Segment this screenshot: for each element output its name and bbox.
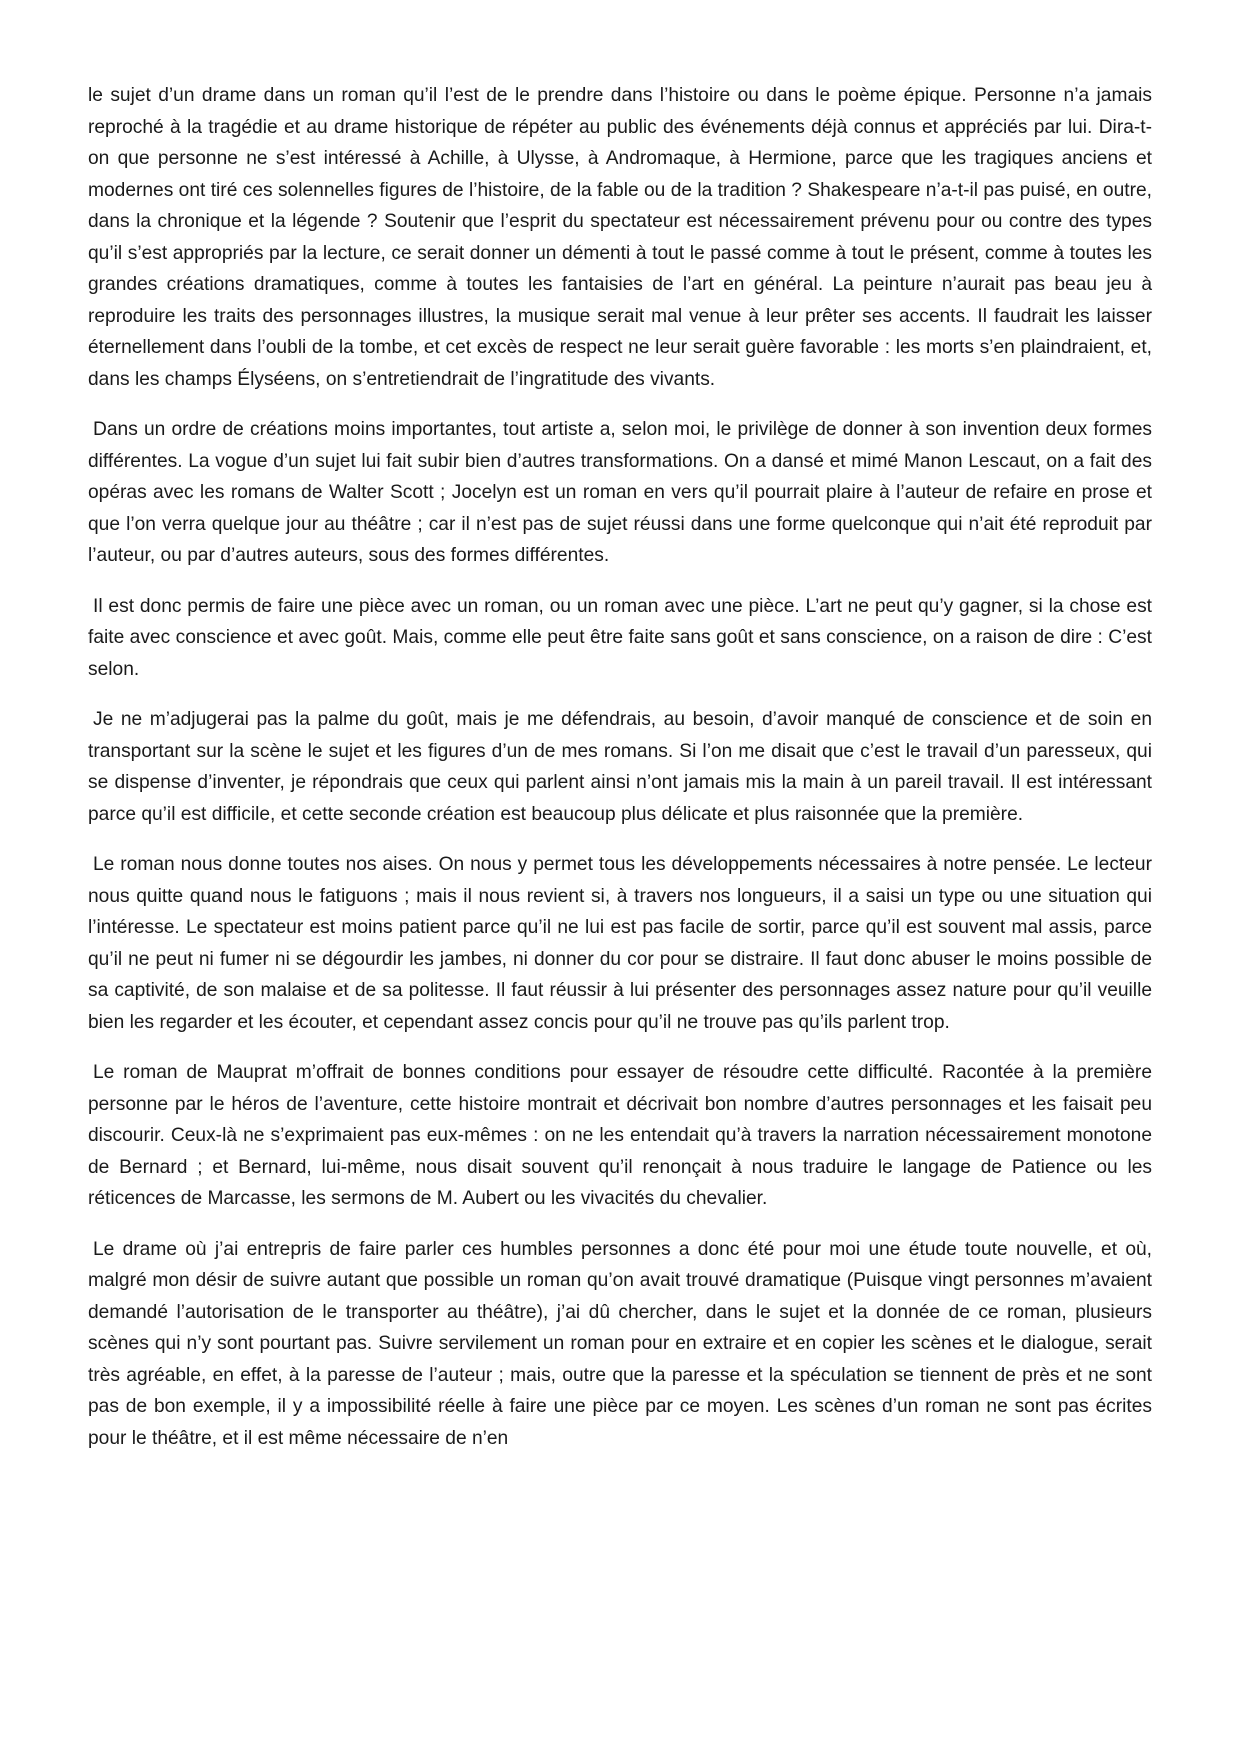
- paragraph-3: Il est donc permis de faire une pièce avec un roman, ou un roman avec une pièce. L’art ne peut qu’y gagner, si la chose est faite avec conscience et avec goût. Mais, comme elle peut être faite sans goût et sans conscience, on a raison de dire : C’est selon.: [88, 595, 1152, 680]
- paragraph-6: Le roman de Mauprat m’offrait de bonnes conditions pour essayer de résoudre cette difficulté. Racontée à la première personne par le héros de l’aventure, cette histoire montrait et décrivait bon nombre d’autres personnages et les faisait peu discourir. Ceux-là ne s’exprimaient pas eux-mêmes : on ne les entendait qu’à travers la narration nécessairement monotone de Bernard ; et Bernard, lui-même, nous disait souvent qu’il renonçait à nous traduire le langage de Patience ou les réticences de Marcasse, les sermons de M. Aubert ou les vivacités du chevalier.: [88, 1062, 1152, 1209]
- paragraph-7: Le drame où j’ai entrepris de faire parler ces humbles personnes a donc été pour moi une étude toute nouvelle, et où, malgré mon désir de suivre autant que possible un roman qu’on avait trouvé dramatique (Puisque vingt personnes m’avaient demandé l’autorisation de le transporter au théâtre), j’ai dû chercher, dans le sujet et la donnée de ce roman, plusieurs scènes qui n’y sont pourtant pas. Suivre servilement un roman pour en extraire et en copier les scènes et le dialogue, serait très agréable, en effet, à la paresse de l’auteur ; mais, outre que la paresse et la spéculation se tiennent de près et ne sont pas de bon exemple, il y a impossibilité réelle à faire une pièce par ce moyen. Les scènes d’un roman ne sont pas écrites pour le théâtre, et il est même nécessaire de n’en: [88, 1238, 1152, 1449]
- document-page: [88, 80, 1152, 1473]
- paragraph-2: Dans un ordre de créations moins importantes, tout artiste a, selon moi, le privilège de donner à son invention deux formes différentes. La vogue d’un sujet lui fait subir bien d’autres transformations. On a dansé et mimé Manon Lescaut, on a fait des opéras avec les romans de Walter Scott ; Jocelyn est un roman en vers qu’il pourrait plaire à l’auteur de refaire en prose et que l’on verra quelque jour au théâtre ; car il n’est pas de sujet réussi dans une forme quelconque qui n’ait été reproduit par l’auteur, ou par d’autres auteurs, sous des formes différentes.: [88, 419, 1152, 566]
- paragraph-4: Je ne m’adjugerai pas la palme du goût, mais je me défendrais, au besoin, d’avoir manqué de conscience et de soin en transportant sur la scène le sujet et les figures d’un de mes romans. Si l’on me disait que c’est le travail d’un paresseux, qui se dispense d’inventer, je répondrais que ceux qui parlent ainsi n’ont jamais mis la main à un pareil travail. Il est intéressant parce qu’il est difficile, et cette seconde création est beaucoup plus délicate et plus raisonnée que la première.: [88, 709, 1152, 825]
- paragraph-1: le sujet d’un drame dans un roman qu’il l’est de le prendre dans l’histoire ou dans le poème épique. Personne n’a jamais reproché à la tragédie et au drame historique de répéter au public des événements déjà connus et appréciés par lui. Dira-t-on que personne ne s’est intéressé à Achille, à Ulysse, à Andromaque, à Hermione, parce que les tragiques anciens et modernes ont tiré ces solennelles figures de l’histoire, de la fable ou de la tradition ? Shakespeare n’a-t-il pas puisé, en outre, dans la chronique et la légende ? Soutenir que l’esprit du spectateur est nécessairement prévenu pour ou contre des types qu’il s’est appropriés par la lecture, ce serait donner un démenti à tout le passé comme à tout le présent, comme à toutes les grandes créations dramatiques, comme à toutes les fantaisies de l’art en général. La peinture n’aurait pas beau jeu à reproduire les traits des personnages illustres, la musique serait mal venue à leur prêter ses accents. Il faudrait les laisser éternellement dans l’oubli de la tombe, et cet excès de respect ne leur serait guère favorable : les morts s’en plaindraient, et, dans les champs Élyséens, on s’entretiendrait de l’ingratitude des vivants.: [88, 85, 1152, 390]
- paragraph-5: Le roman nous donne toutes nos aises. On nous y permet tous les développements nécessaires à notre pensée. Le lecteur nous quitte quand nous le fatiguons ; mais il nous revient si, à travers nos longueurs, il a saisi un type ou une situation qui l’intéresse. Le spectateur est moins patient parce qu’il ne lui est pas facile de sortir, parce qu’il est souvent mal assis, parce qu’il ne peut ni fumer ni se dégourdir les jambes, ni donner du cor pour se distraire. Il faut donc abuser le moins possible de sa captivité, de son malaise et de sa politesse. Il faut réussir à lui présenter des personnages assez nature pour qu’il veuille bien les regarder et les écouter, et cependant assez concis pour qu’il ne trouve pas qu’ils parlent trop.: [88, 854, 1152, 1033]
